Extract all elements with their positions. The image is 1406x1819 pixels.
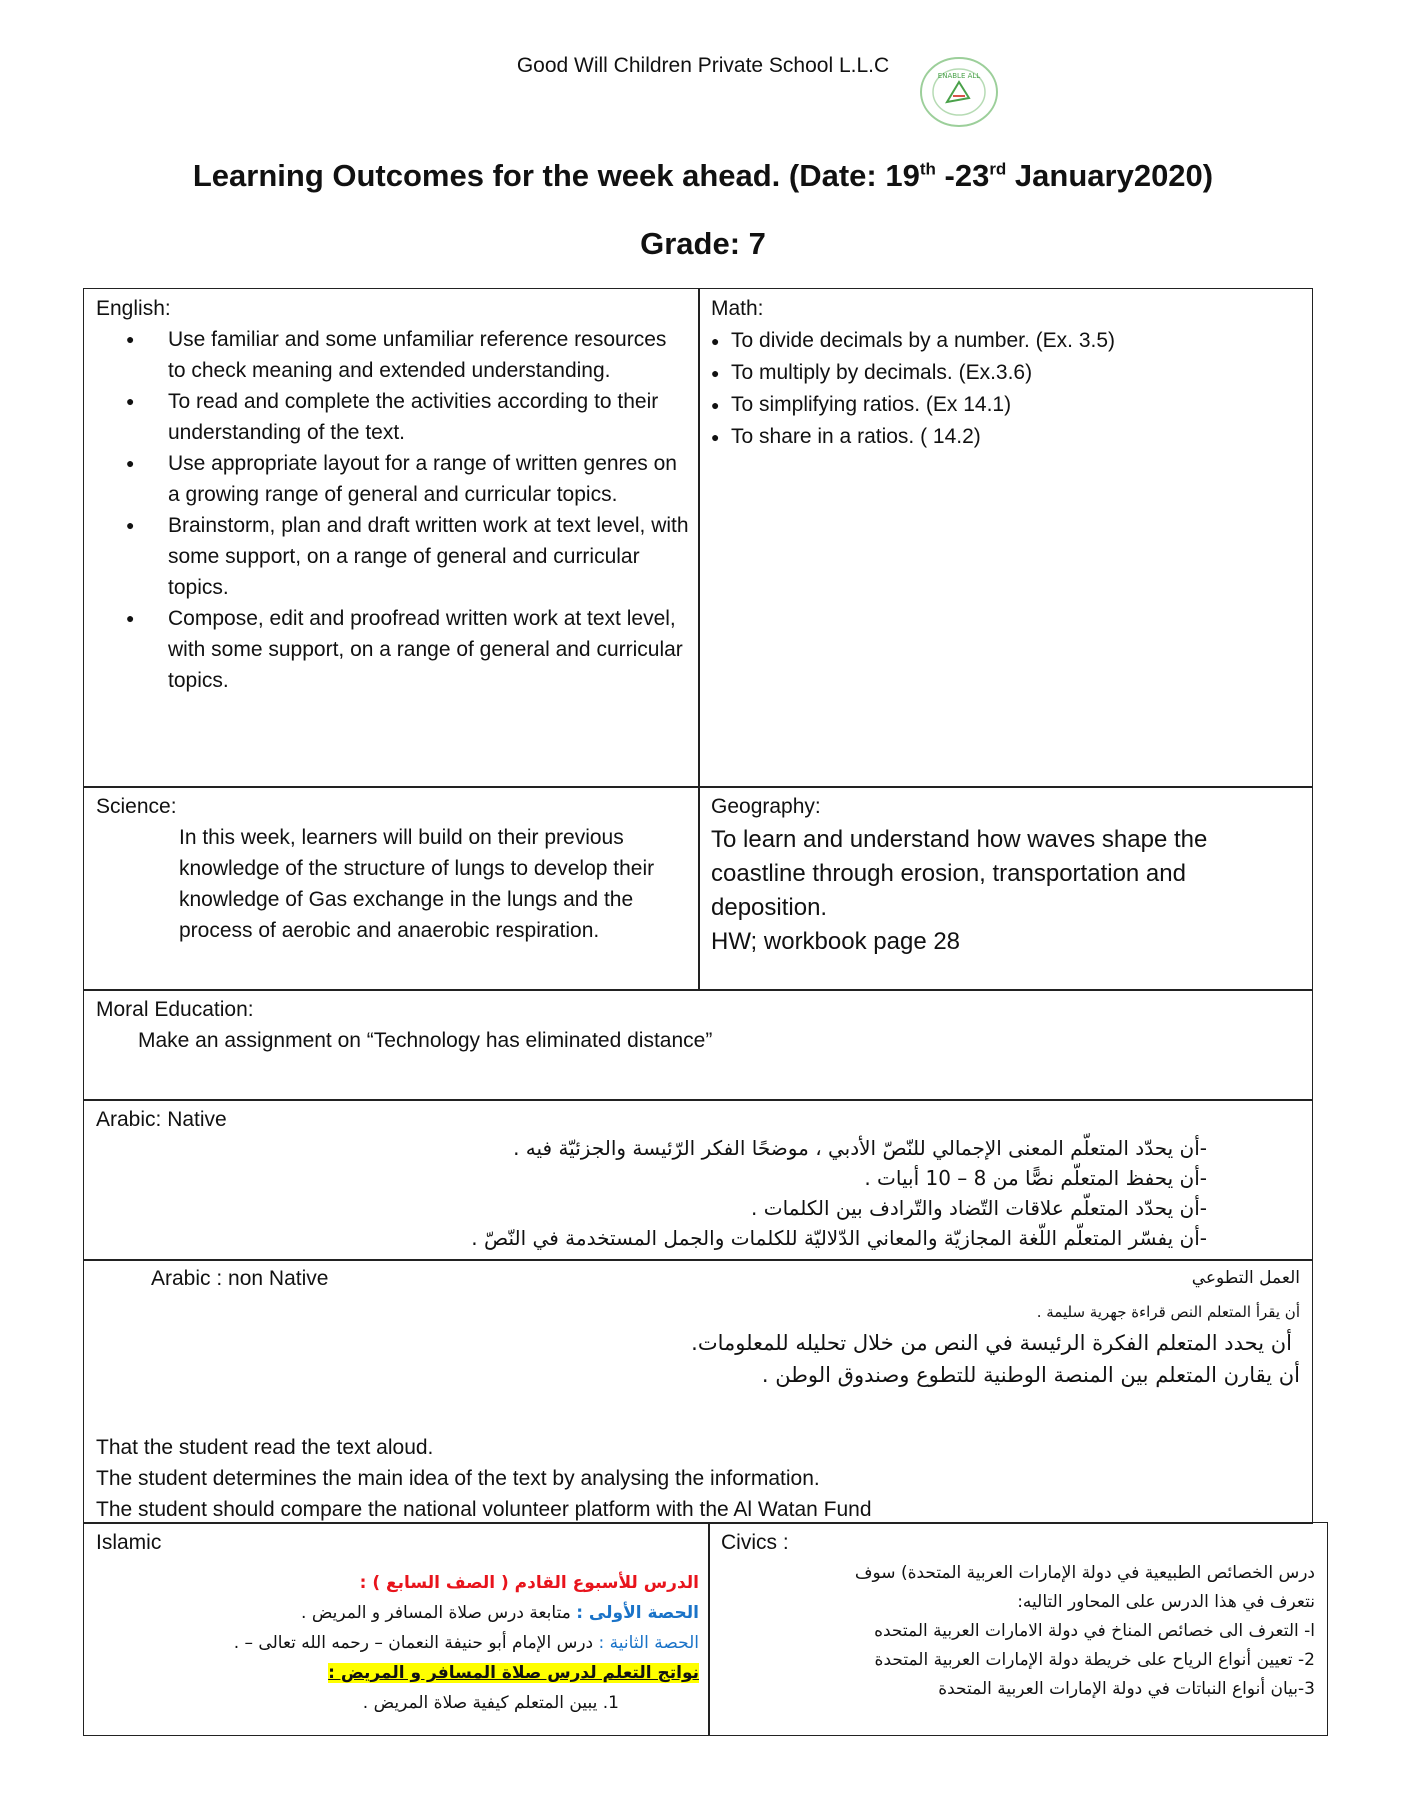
arabic-non-native-en-line: The student should compare the national volunteer platform with the Al Watan Fund (96, 1498, 872, 1521)
islamic-second-label: الحصة الثانية : (598, 1633, 699, 1653)
moral-text: Make an assignment on “Technology has eliminated distance” (138, 1029, 713, 1052)
english-heading: English: (96, 297, 171, 320)
geography-hw: HW; workbook page 28 (711, 928, 961, 955)
grade-label: Grade: 7 (640, 226, 766, 261)
arabic-native-item: -أن يحدّد المتعلّم المعنى الإجمالي للنّصّ الأدبي ، موضحًا الفكر الرّئيسة والجزئيّة فيه . (513, 1136, 1207, 1160)
islamic-first-session (99, 1598, 699, 1628)
islamic-first-text: متابعة درس صلاة المسافر و المريض . (301, 1603, 577, 1623)
civics-line: نتعرف في هذا الدرس على المحاور التاليه: (1017, 1592, 1315, 1612)
arabic-non-native-en-line: That the student read the text aloud. (96, 1436, 434, 1459)
english-item: ● Brainstorm, plan and draft written work at text level, with some support, on a range of general and curricular topics. (84, 510, 689, 603)
civics-list (720, 1559, 1315, 1704)
islamic-lesson-title: الدرس للأسبوع القادم ( الصف السابع ) : (359, 1573, 699, 1593)
science-text: In this week, learners will build on their previous knowledge of the structure of lungs to develop their knowledge of Gas exchange in the lungs and the process of aerobic and anaerobic respiration. (179, 826, 655, 942)
islamic-cell (83, 1522, 710, 1736)
civics-line: 2- تعيين أنواع الرياح على خريطة دولة الإمارات العربية المتحدة (874, 1650, 1315, 1670)
arabic-non-native-line: أن يقارن المتعلم بين المنصة الوطنية للتطوع وصندوق الوطن . (761, 1363, 1300, 1387)
arabic-non-native-en-line: The student determines the main idea of the text by analysing the information. (96, 1467, 820, 1490)
page-title: Learning Outcomes for the week ahead. (Date: 19th -23rd January2020) (192, 158, 1214, 193)
arabic-non-native-line: أن يقرأ المتعلم النص قراءة جهرية سليمة . (1036, 1303, 1300, 1321)
english-item: ● To read and complete the activities according to their understanding of the text. (84, 386, 689, 448)
science-cell (83, 786, 700, 991)
math-heading: Math: (711, 297, 764, 320)
moral-cell (83, 989, 1313, 1101)
islamic-outcomes: نواتج التعلم لدرس صلاة المسافر و المريض : (328, 1663, 699, 1683)
arabic-non-native-cell (83, 1259, 1313, 1524)
math-item: ● To multiply by decimals. (Ex.3.6) (711, 357, 1301, 389)
arabic-native-heading: Arabic: Native (96, 1108, 227, 1131)
arabic-non-native-en (96, 1432, 872, 1525)
school-logo (913, 52, 1005, 132)
arabic-native-cell (83, 1099, 1313, 1261)
arabic-native-item: -أن يحفظ المتعلّم نصًّا من 8 – 10 أبيات . (864, 1166, 1207, 1190)
arabic-native-list (207, 1133, 1207, 1253)
english-cell (83, 288, 700, 788)
arabic-native-item: -أن يحدّد المتعلّم علاقات التّضاد والتّرادف بين الكلمات . (751, 1196, 1207, 1220)
arabic-non-native-title: العمل التطوعي (1191, 1268, 1300, 1288)
english-item: ● Use appropriate layout for a range of written genres on a growing range of general and curricular topics. (84, 448, 689, 510)
school-name: Good Will Children Private School L.L.C (516, 54, 890, 77)
math-item: ● To share in a ratios. ( 14.2) (711, 421, 1301, 453)
arabic-non-native-line: أن يحدد المتعلم الفكرة الرئيسة في النص من خلال تحليله للمعلومات. (691, 1331, 1292, 1355)
islamic-second-text: درس الإمام أبو حنيفة النعمان – رحمه الله تعالى – . (233, 1633, 599, 1653)
math-list (711, 325, 1301, 453)
civics-cell (708, 1522, 1328, 1736)
logo-text: ENABLE ALL (937, 72, 981, 80)
islamic-heading: Islamic (96, 1531, 162, 1554)
islamic-content (99, 1568, 699, 1718)
civics-line: درس الخصائص الطبيعية في دولة الإمارات العربية المتحدة) سوف (854, 1563, 1315, 1583)
math-item: ● To divide decimals by a number. (Ex. 3.5) (711, 325, 1301, 357)
math-item: ● To simplifying ratios. (Ex 14.1) (711, 389, 1301, 421)
english-item: ● Compose, edit and proofread written work at text level, with some support, on a range of general and curricular topics. (84, 603, 689, 696)
islamic-first-label: الحصة الأولى : (576, 1603, 699, 1623)
geography-heading: Geography: (711, 795, 821, 818)
arabic-non-native-heading: Arabic : non Native (151, 1267, 329, 1290)
arabic-native-item: -أن يفسّر المتعلّم اللّغة المجازيّة والمعاني الدّلاليّة للكلمات والجمل المستخدمة في النّصّ . (471, 1226, 1207, 1250)
english-list (84, 324, 689, 696)
science-heading: Science: (96, 795, 177, 818)
geography-text: To learn and understand how waves shape the coastline through erosion, transportation and deposition. (711, 826, 1208, 921)
english-item: ● Use familiar and some unfamiliar reference resources to check meaning and extended understanding. (84, 324, 689, 386)
civics-heading: Civics : (721, 1531, 789, 1554)
geography-cell (698, 786, 1313, 991)
islamic-outcome-item: 1. يبين المتعلم كيفية صلاة المريض . (362, 1693, 619, 1713)
moral-heading: Moral Education: (96, 998, 254, 1021)
math-cell (698, 288, 1313, 788)
islamic-second-session (99, 1628, 699, 1658)
civics-line: ا- التعرف الى خصائص المناخ في دولة الامارات العربية المتحده (874, 1621, 1315, 1641)
civics-line: 3-بيان أنواع النباتات في دولة الإمارات العربية المتحدة (938, 1679, 1315, 1699)
